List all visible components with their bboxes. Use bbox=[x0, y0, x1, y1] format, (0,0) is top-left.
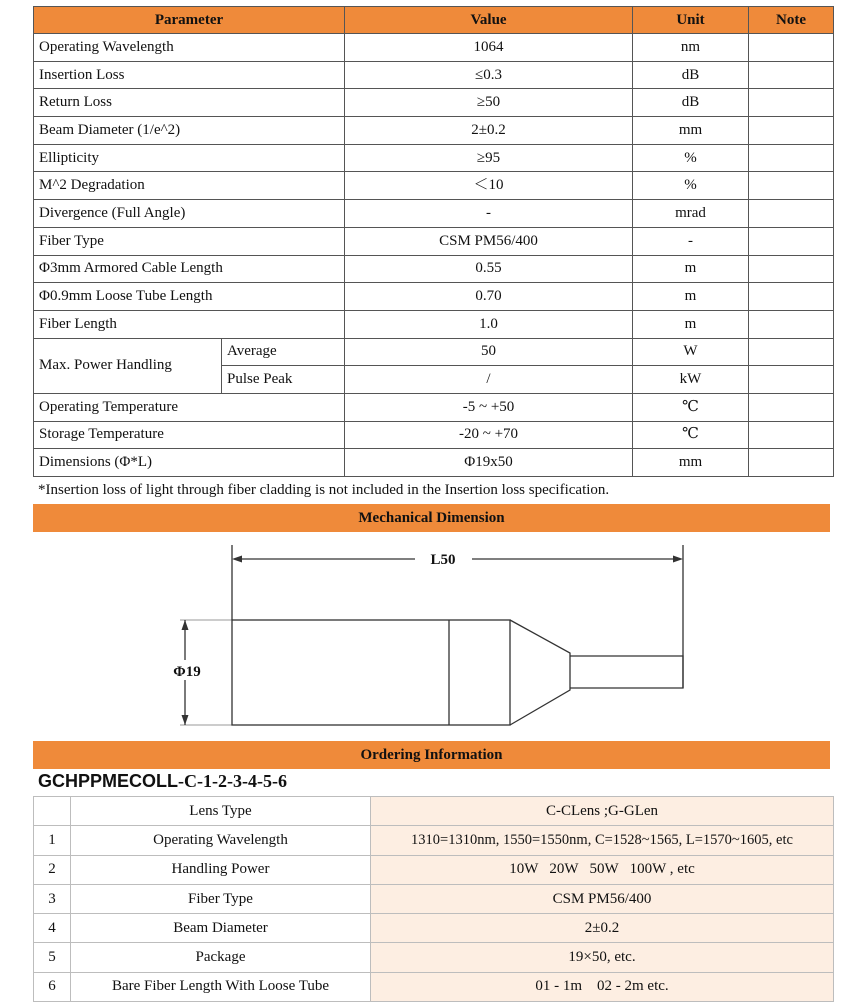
param-name: Fiber Type bbox=[34, 227, 345, 255]
arrow-left bbox=[232, 556, 242, 563]
row-label: Package bbox=[71, 943, 371, 972]
row-label: Fiber Type bbox=[71, 884, 371, 913]
param-note bbox=[749, 421, 834, 449]
param-unit: kW bbox=[633, 366, 749, 394]
spec-row bbox=[34, 393, 834, 421]
spec-row bbox=[34, 421, 834, 449]
param-unit: mm bbox=[633, 449, 749, 477]
row-options: 10W 20W 50W 100W , etc bbox=[371, 855, 834, 884]
ordering-row bbox=[34, 797, 834, 826]
collimator-body bbox=[232, 620, 510, 725]
param-unit: % bbox=[633, 144, 749, 172]
param-note bbox=[749, 310, 834, 338]
fiber-tube bbox=[570, 656, 683, 688]
row-options: 01 - 1m 02 - 2m etc. bbox=[371, 972, 834, 1001]
header-unit: Unit bbox=[633, 7, 749, 34]
row-label: Handling Power bbox=[71, 855, 371, 884]
footnote: *Insertion loss of light through fiber cladding is not included in the Insertion loss specification. bbox=[38, 482, 610, 498]
spec-row-power-average bbox=[34, 338, 834, 366]
ordering-table bbox=[33, 796, 834, 1002]
row-number: 5 bbox=[34, 943, 71, 972]
spec-row bbox=[34, 144, 834, 172]
collimator-taper bbox=[510, 620, 570, 725]
row-label: Operating Wavelength bbox=[71, 826, 371, 855]
param-name: Beam Diameter (1/e^2) bbox=[34, 117, 345, 145]
row-label: Beam Diameter bbox=[71, 914, 371, 943]
ordering-row bbox=[34, 855, 834, 884]
param-unit: - bbox=[633, 227, 749, 255]
power-sub-label: Average bbox=[222, 338, 345, 366]
param-note bbox=[749, 338, 834, 366]
spec-row bbox=[34, 89, 834, 117]
ordering-row bbox=[34, 884, 834, 913]
param-note bbox=[749, 283, 834, 311]
header-parameter: Parameter bbox=[34, 7, 345, 34]
ordering-row bbox=[34, 826, 834, 855]
row-number: 4 bbox=[34, 914, 71, 943]
param-note bbox=[749, 227, 834, 255]
param-name: Fiber Length bbox=[34, 310, 345, 338]
param-value: 1064 bbox=[345, 34, 633, 62]
param-value: 0.55 bbox=[345, 255, 633, 283]
row-options: 19×50, etc. bbox=[371, 943, 834, 972]
param-unit: m bbox=[633, 310, 749, 338]
param-note bbox=[749, 449, 834, 477]
param-unit: ℃ bbox=[633, 393, 749, 421]
param-value: -5 ~ +50 bbox=[345, 393, 633, 421]
param-note bbox=[749, 117, 834, 145]
param-value: - bbox=[345, 200, 633, 228]
param-unit: W bbox=[633, 338, 749, 366]
param-name: Operating Temperature bbox=[34, 393, 345, 421]
row-options: CSM PM56/400 bbox=[371, 884, 834, 913]
spec-row bbox=[34, 61, 834, 89]
param-value: ＜10 bbox=[345, 172, 633, 200]
param-name: Max. Power Handling bbox=[34, 338, 222, 393]
param-value: CSM PM56/400 bbox=[345, 227, 633, 255]
row-number: 2 bbox=[34, 855, 71, 884]
param-value: ≤0.3 bbox=[345, 61, 633, 89]
header-note: Note bbox=[749, 7, 834, 34]
param-value: / bbox=[345, 366, 633, 394]
param-unit: % bbox=[633, 172, 749, 200]
param-unit: nm bbox=[633, 34, 749, 62]
row-label: Lens Type bbox=[71, 797, 371, 826]
param-value: ≥50 bbox=[345, 89, 633, 117]
param-value: -20 ~ +70 bbox=[345, 421, 633, 449]
ordering-row bbox=[34, 943, 834, 972]
param-name: Insertion Loss bbox=[34, 61, 345, 89]
mechanical-drawing bbox=[160, 540, 700, 730]
param-note bbox=[749, 34, 834, 62]
header-value: Value bbox=[345, 7, 633, 34]
param-value: 0.70 bbox=[345, 283, 633, 311]
param-unit: mrad bbox=[633, 200, 749, 228]
model-prefix: GCHPPMECOLL bbox=[38, 771, 179, 791]
spec-row bbox=[34, 227, 834, 255]
spec-row bbox=[34, 255, 834, 283]
row-number: 6 bbox=[34, 972, 71, 1001]
param-note bbox=[749, 61, 834, 89]
power-sub-label: Pulse Peak bbox=[222, 366, 345, 394]
param-unit: dB bbox=[633, 89, 749, 117]
row-options: 2±0.2 bbox=[371, 914, 834, 943]
arrow-right bbox=[673, 556, 683, 563]
arrow-down bbox=[182, 715, 189, 725]
row-number bbox=[34, 797, 71, 826]
param-unit: mm bbox=[633, 117, 749, 145]
param-name: Divergence (Full Angle) bbox=[34, 200, 345, 228]
spec-row bbox=[34, 310, 834, 338]
param-note bbox=[749, 255, 834, 283]
param-name: Return Loss bbox=[34, 89, 345, 117]
param-name: M^2 Degradation bbox=[34, 172, 345, 200]
ordering-information-heading: Ordering Information bbox=[33, 741, 830, 769]
model-code bbox=[38, 771, 287, 792]
param-note bbox=[749, 172, 834, 200]
diameter-label: Φ19 bbox=[173, 664, 201, 680]
spec-row bbox=[34, 283, 834, 311]
param-note bbox=[749, 200, 834, 228]
param-note bbox=[749, 144, 834, 172]
param-value: Φ19x50 bbox=[345, 449, 633, 477]
param-name: Operating Wavelength bbox=[34, 34, 345, 62]
param-unit: m bbox=[633, 255, 749, 283]
param-name: Φ0.9mm Loose Tube Length bbox=[34, 283, 345, 311]
param-unit: dB bbox=[633, 61, 749, 89]
param-value: 50 bbox=[345, 338, 633, 366]
ordering-row bbox=[34, 914, 834, 943]
row-number: 3 bbox=[34, 884, 71, 913]
param-note bbox=[749, 366, 834, 394]
mechanical-dimension-heading: Mechanical Dimension bbox=[33, 504, 830, 532]
spec-row bbox=[34, 117, 834, 145]
spec-header-row bbox=[34, 7, 834, 34]
param-name: Ellipticity bbox=[34, 144, 345, 172]
param-value: ≥95 bbox=[345, 144, 633, 172]
row-label: Bare Fiber Length With Loose Tube bbox=[71, 972, 371, 1001]
param-value: 2±0.2 bbox=[345, 117, 633, 145]
param-note bbox=[749, 393, 834, 421]
arrow-up bbox=[182, 620, 189, 630]
param-note bbox=[749, 89, 834, 117]
spec-row bbox=[34, 34, 834, 62]
spec-table bbox=[33, 6, 834, 477]
param-value: 1.0 bbox=[345, 310, 633, 338]
ordering-row bbox=[34, 972, 834, 1001]
row-options: C-CLens ;G-GLen bbox=[371, 797, 834, 826]
row-options: 1310=1310nm, 1550=1550nm, C=1528~1565, L=1570~1605, etc bbox=[371, 826, 834, 855]
param-name: Φ3mm Armored Cable Length bbox=[34, 255, 345, 283]
row-number: 1 bbox=[34, 826, 71, 855]
spec-row bbox=[34, 200, 834, 228]
model-suffix: -C-1-2-3-4-5-6 bbox=[178, 771, 287, 791]
param-unit: m bbox=[633, 283, 749, 311]
length-label: L50 bbox=[430, 552, 456, 568]
spec-row bbox=[34, 449, 834, 477]
spec-row bbox=[34, 172, 834, 200]
param-name: Storage Temperature bbox=[34, 421, 345, 449]
param-name: Dimensions (Φ*L) bbox=[34, 449, 345, 477]
param-unit: ℃ bbox=[633, 421, 749, 449]
